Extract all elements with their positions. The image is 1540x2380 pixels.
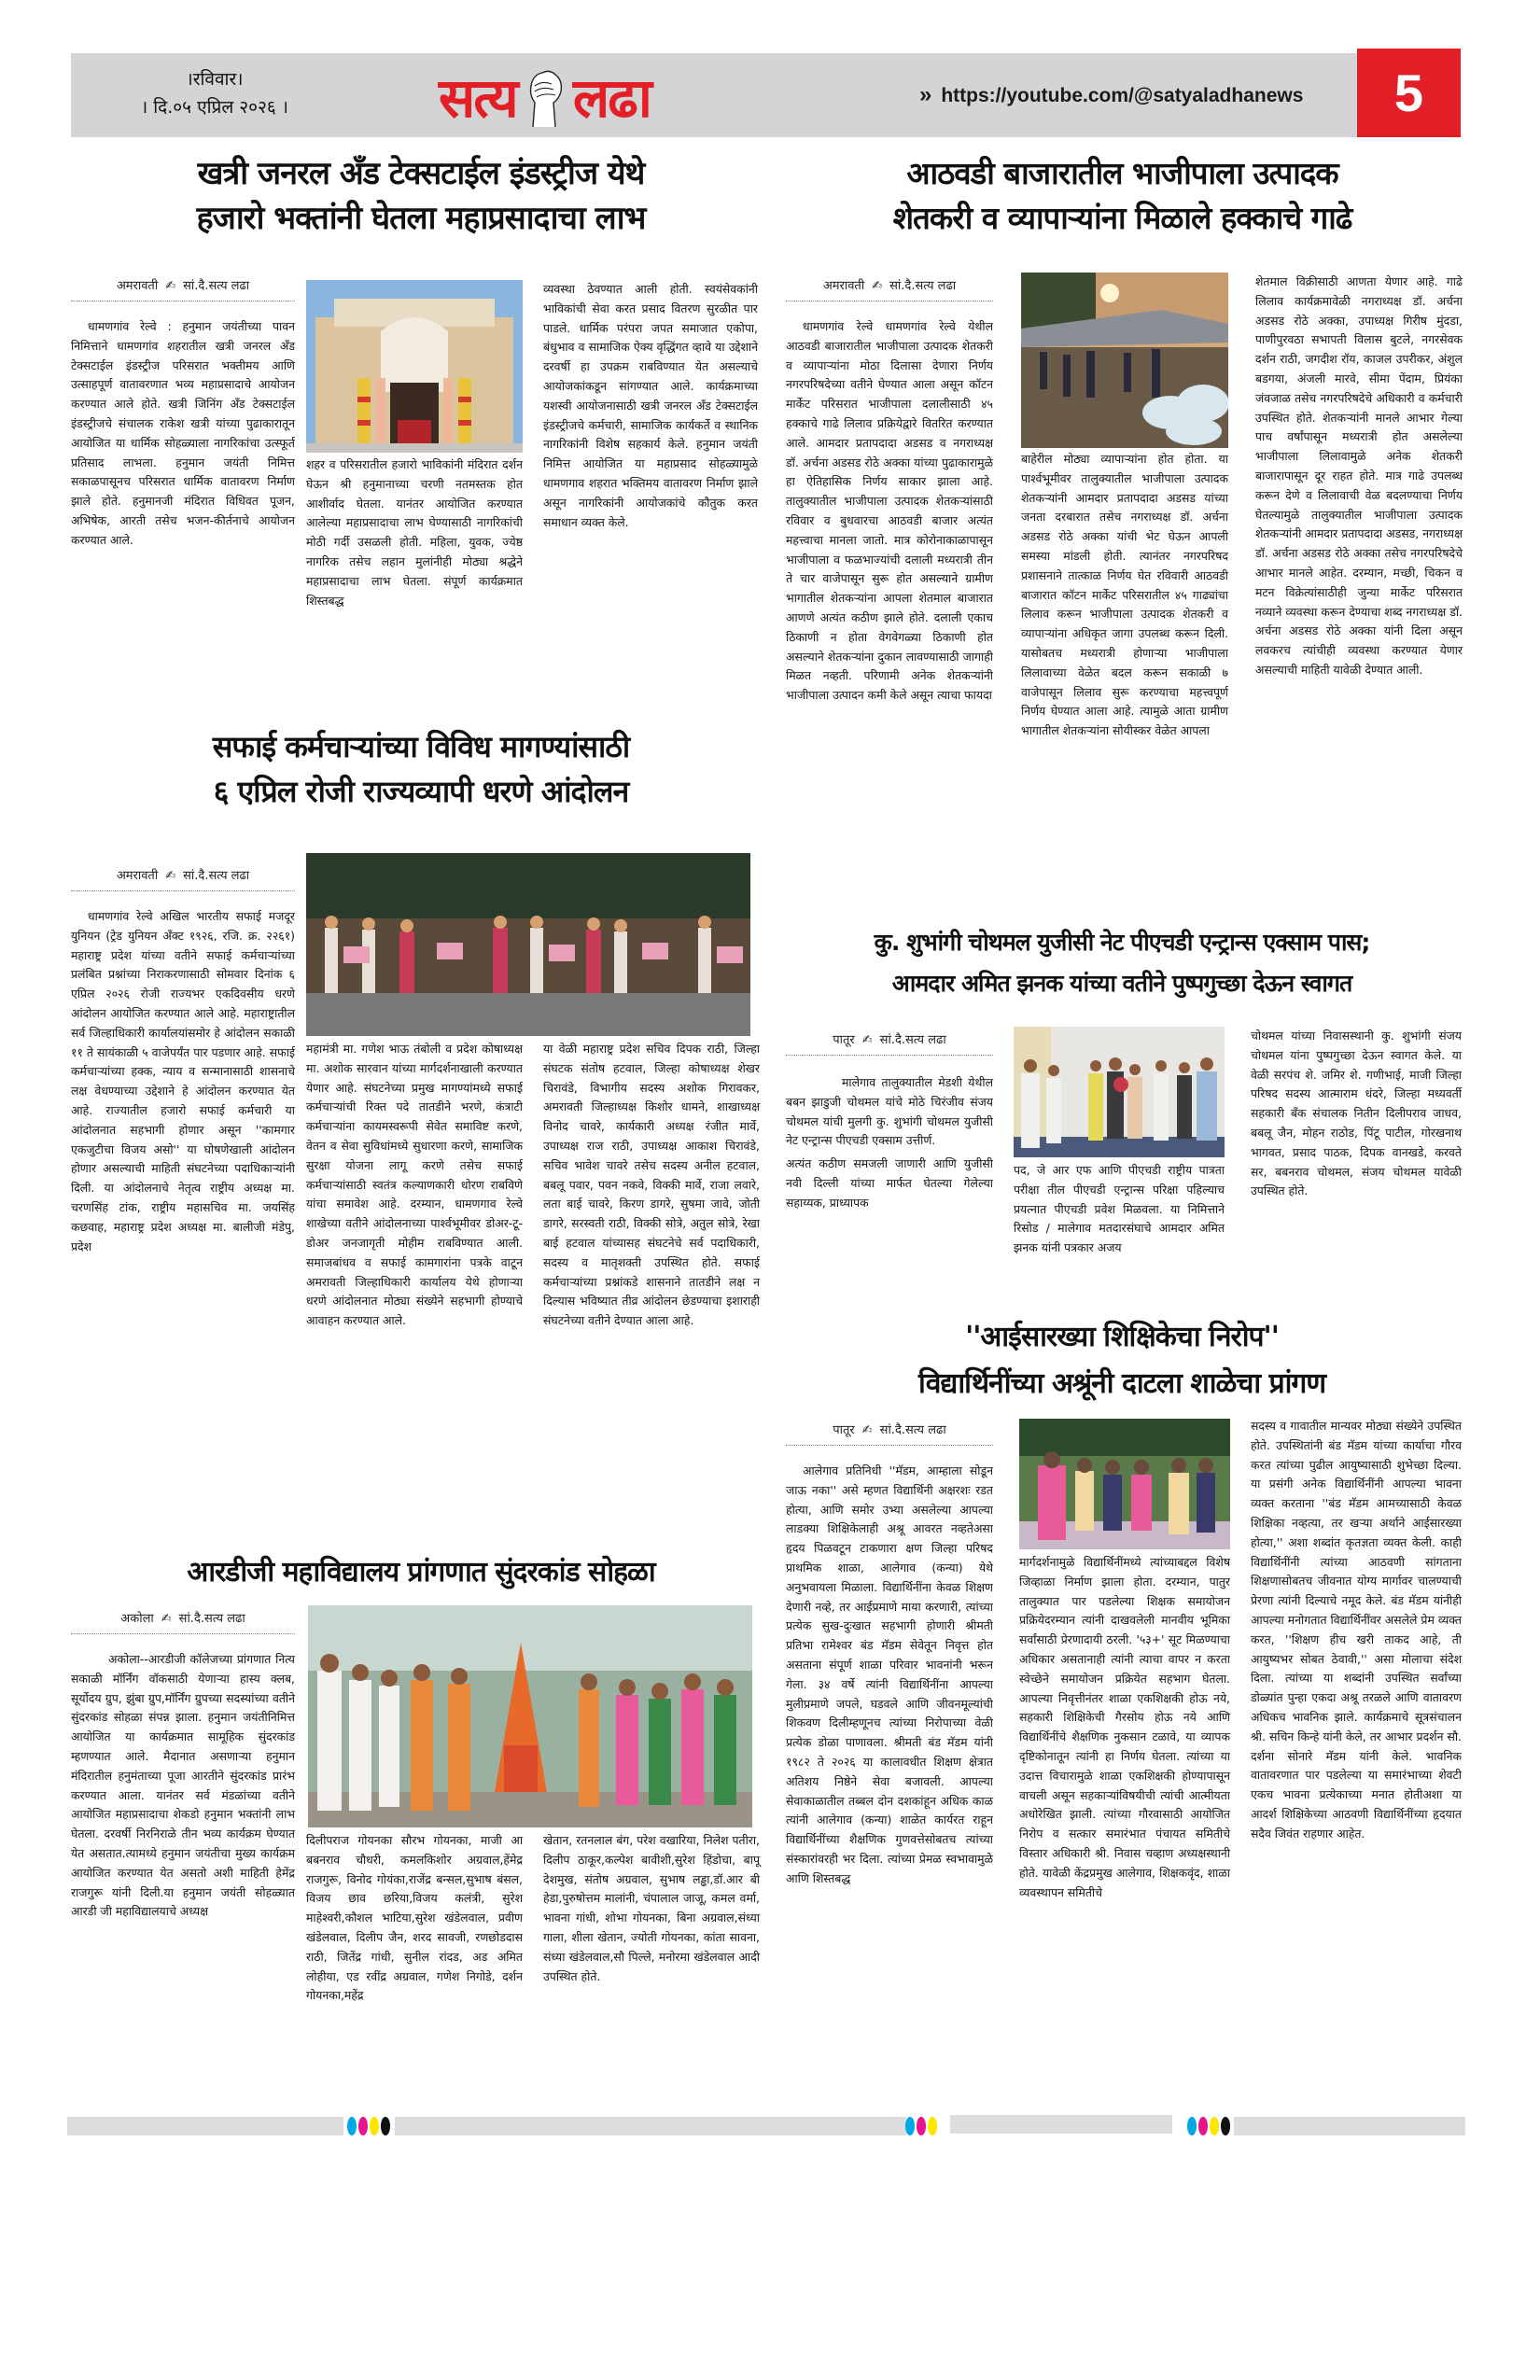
byline [71,1609,295,1634]
headline-aaisarakhya [782,1314,1462,1407]
double-chevron-right-icon: » [919,82,932,107]
page-number-badge: 5 [1357,49,1461,137]
article-text: अकोला--आरडीजी कॉलेजच्या प्रांगणात नित्य सकाळी मॉर्निंग वॉकसाठी येणाऱ्या हास्य क्लब, सूर्योदय ग्रुप, झुंबा ग्रुप,मॉर्निंग ग्रुपच्या सदस्यांच्या वतीने सुंदरकांड सोहळा संपन्न झाला. हनुमान जयंतीनिमित्त आयोजित या कार्यक्रमात सामूहिक सुंदरकांड म्हणण्यात आले. मैदानात असणाऱ्या हनुमान मंदिरातील हनुमंताच्या पूजा आरतीने सुंदरकांड प्रारंभ करण्यात आला. यानंतर सर्व मंडळांच्या वतीने आयोजित महाप्रसादाचा शेकडो हनुमान भक्तांनी लाभ घेतला. दरवर्षी निरनिराळे तीन भव्य कार्यक्रम घेण्यात येत असतात.त्यामध्ये हनुमान जयंतीचा मुख्य कार्यक्रम आयोजित करण्यात येत असतो अशी माहिती हेमेंद्र राजगुरू यांनी दिली.या हनुमान जयंती सोहळ्यात आरडी जी महाविद्यालयाचे अध्यक्ष [71,1652,295,1919]
article-text: मार्गदर्शनामुळे विद्यार्थिनींमध्ये त्यांच्याबद्दल विशेष जिव्हाळा निर्माण झाला होता. दरम्यान, पातुर तालुक्यात पार पडलेल्या शिक्षक समायोजन प्रक्रियेदरम्यान त्यांनी दाखवलेली मानवीय भूमिका सर्वांसाठी प्रेरणादायी ठरली. '५३+' सूट मिळण्याचा अधिकार असतानाही त्यांनी त्याचा वापर न करता स्वेच्छेने समायोजन प्रक्रियेत सहभाग घेतला. आपल्या निवृत्तीनंतर शाळा एकशिक्षकी होऊ नये, सहकारी शिक्षिकेची गैरसोय होऊ नये आणि विद्यार्थिनींचे शैक्षणिक नुकसान टळावे, या व्यापक दृष्टिकोनातून त्यांनी हा निर्णय घेतला. त्यांच्या या उदात्त विचारामुळे शाळा एकशिक्षकी होण्यापासून वाचली असून सहकाऱ्यांविषयीची त्यांची आत्मीयता अधोरेखित झाली. त्यांच्या गौरवासाठी आयोजित निरोप व सत्कार समारंभात पंचायत समितीचे विस्तार अधिकारी श्री. निवास चव्हाण अध्यक्षस्थानी होते. यावेळी केंद्रप्रमुख आलेगाव, शिक्षकवृंद, शाळा व्यवस्थापन समितीचे [1019,1555,1230,1899]
issue-date: । दि.०५ एप्रिल २०२६ । [140,97,288,118]
article-text: मालेगाव तालुक्यातील मेडशी येथील बबन झाडुजी चोथमल यांचे मोठे चिरंजीव संजय चोथमल यांची मुलगी कु. शुभांगी चोथमल युजीसी नेट एन्ट्रान्स पीएचडी एक्साम उत्तीर्ण. [786,1075,993,1148]
headline-line-2: हजारो भक्तांनी घेतला महाप्रसादाचा लाभ [196,200,646,237]
yellow-dot [928,2117,937,2135]
article-text: खेतान, रतनलाल बंग, परेश वखारिया, निलेश पतीरा, दिलीप ठाकूर,कल्पेश बावीशी,सुरेश हिंडोचा, बापू देशमुख, संतोष अग्रवाल, सुभाष लड्ढा,डॉ.आर बी हेडा,पुरुषोत्तम मालांनी, चंपालाल जाजू, कमल वर्मा, भावना गांधी, शोभा गोयनका, बिना अग्रवाल,संध्या गाला, शीला खेतान, ज्योती गोयनका, कांता सावना, संध्या खंडेलवाल,सौ पिल्ले, मनोरमा खंडेलवाल आदी उपस्थित होते. [543,1833,760,1983]
pen-writing-icon: ✍ [165,869,176,883]
yellow-dot [370,2117,379,2135]
article-text: शेतमाल विक्रीसाठी आणता येणार आहे. गाढे लिलाव कार्यक्रमावेळी नगराध्यक्ष डॉ. अर्चना अडसड रोठे अक्का, उपाध्यक्ष गिरीष मुंदडा, पाणीपुरवठा सभापती विलास बुटले, नगरसेवक दर्शन राठी, जगदीश रॉय, काजल उपरीकर, अंशुल बडगया, अंजली मारवे, सीमा पेंदाम, प्रियंका जंवजाळ तसेच नगरपरिषदेचे अधिकारी व कर्मचारी उपस्थित होते. शेतकऱ्यांनी मानले आभार गेल्या पाच वर्षांपासून मध्यरात्री होत असलेल्या भाजीपाला लिलावामुळे अनेक शेतकरी बाजारापासून दूर राहत होते. मात्र गाढे उपलब्ध करून देणे व लिलावाची वेळ बदलण्याचा निर्णय घेतल्यामुळे तालुक्यातील भाजीपाला उत्पादक शेतकऱ्यांनी आमदार प्रतापदादा अडसड, नगराध्यक्ष डॉ. अर्चना अडसड रोठे अक्का तसेच नगरपरिषदेचे आभार मानले आहेत. दरम्यान, मच्छी, चिकन व मटन विक्रेत्यांसाठीही जुन्या मार्केट परिसरात नव्याने व्यवस्था करून देण्याचा शब्द नगराध्यक्ष डॉ. अर्चना अडसड रोठे अक्का यांनी दिला असून लवकरच त्यांचीही व्यवस्था करण्यात येणार असल्याची माहिती यावेळी देण्यात आली. [1255,274,1463,677]
pen-writing-icon: ✍ [861,1033,873,1047]
article-column [306,1831,523,2006]
headline-line-1: सफाई कर्मचाऱ्यांच्या विविध मागण्यांसाठी [212,729,630,764]
article-text: चोथमल यांच्या निवासस्थानी कु. शुभांगी संजय चोथमल यांना पुष्पगुच्छा देऊन स्वागत केले. या वेळी सरपंच शे. जमिर शे. गणीभाई, माजी जिल्हा परिषद सदस्य आत्माराम धंदरे, जिल्हा मध्यवर्ती सहकारी बँक संचालक नितीन दिलीपराव जाधव, बबलू जैन, मोहन राठोड, पिंटू पाटील, गोरखनाथ भागवत, प्रसाद पाठक, दिपक वानखडे, करवते सर, बबनराव चोथमल, संजय चोथमल यावेळी उपस्थित होते. [1251,1029,1462,1198]
byline-location: अमरावती [116,869,159,883]
article-column [71,907,295,1256]
headline-safai [71,724,771,814]
article-text: अत्यंत कठीण समजली जाणारी आणि युजीसी नवी दिल्ली यांच्या मार्फत घेतल्या गेलेल्या सहाय्यक, प्राध्यापक [786,1156,993,1210]
article-column [1014,1161,1225,1258]
byline-location: पातूर [833,1033,855,1047]
article-text: पद, जे आर एफ आणि पीएचडी राष्ट्रीय पात्रता परीक्षा तील पीएचडी एन्ट्रान्स परिक्षा पहिल्याच प्रयत्नात पीएचडी प्रवेश मिळवला. या निमित्ताने रिसोड / मालेगाव मतदारसंघाचे आमदार अमित झनक यांनी पत्रकार अजय [1014,1163,1225,1255]
article-text: बाहेरील मोठ्या व्यापाऱ्यांना होत होता. या पार्श्वभूमीवर तालुक्यातील भाजीपाला उत्पादक शेतकऱ्यांनी आमदार प्रतापदादा अडसड यांच्या जनता दरबारात तसेच नगराध्यक्ष डॉ. अर्चना अडसड रोठे अक्का यांची भेट घेऊन आपली समस्या मांडली होती. त्यानंतर नगरपरिषद प्रशासनाने तात्काळ निर्णय घेत रविवारी आठवडी बाजारात कॉटन मार्केट परिसरातील ४५ गाढ्यांचा लिलाव करून भाजीपाला उत्पादक शेतकरी व व्यापाऱ्यांना अधिकृत जागा उपलब्ध करून दिली. यासोबतच मध्यरात्री होणाऱ्या भाजीपाला लिलावाच्या वेळेत बदल करून सकाळी ७ वाजेपासून लिलाव सुरू करण्याचा महत्त्वपूर्ण निर्णय घेण्यात आला आहे. त्यामुळे आता ग्रामीण भागातील शेतकऱ्यांना सोयीस्कर वेळेत आपला [1021,452,1228,738]
felicitation-photo [1014,1027,1225,1157]
byline-source: सां.दै.सत्य लढा [879,1423,946,1437]
magenta-dot [358,2117,368,2135]
byline [786,276,993,301]
byline-source: सां.दै.सत्य लढा [183,279,250,293]
article-column [71,317,295,551]
sundarkand-group-photo [308,1605,752,1827]
footer-bar [395,2117,906,2135]
cmyk-registration-marks [905,2117,939,2139]
footer-bar [1234,2117,1465,2135]
article-text: सदस्य व गावातील मान्यवर मोठ्या संख्येने उपस्थित होते. उपस्थितांनी बंड मॅडम यांच्या कार्याचा गौरव करत त्यांच्या पुढील आयुष्यासाठी शुभेच्छा दिल्या. या प्रसंगी अनेक विद्यार्थिनींनी आपल्या भावना व्यक्त करताना ''बंड मॅडम आमच्यासाठी केवळ शिक्षिका नव्हत्या, तर खऱ्या अर्थाने आईसारख्या होत्या,'' अशा शब्दांत कृतज्ञता व्यक्त केली. काही विद्यार्थिनींनी त्यांच्या आठवणी सांगताना शिक्षणासोबतच जीवनात योग्य मार्गावर चालण्याची प्रेरणा त्यांनी दिल्याचे नमूद केले. बंड मॅडम यांनीही आपल्या मनोगतात विद्यार्थिनींवर असलेले प्रेम व्यक्त करत, ''शिक्षण हीच खरी ताकद आहे, ती आयुष्यभर सोबत ठेवावी,'' असा मोलाचा संदेश दिला. त्यांच्या या शब्दांनी उपस्थित सर्वांच्या डोळ्यांत पुन्हा एकदा अश्रू तरळले आणि वातावरण अधिकच भावनिक झाले. कार्यक्रमाचे सूत्रसंचालन श्री. सचिन किन्हे यांनी केले, तर आभार प्रदर्शन सौ. दर्शना सोनारे मॅडम यांनी केले. भावनिक वातावरणात पार पडलेल्या या समारंभाच्या शेवटी एकच भावना प्रत्येकाच्या मनात होतीअशा या आदर्श शिक्षिकेच्या आठवणी विद्यार्थिनींच्या हृदयात सदैव जिवंत राहणार आहेत. [1251,1419,1462,1841]
article-column [543,280,758,532]
article-column [1251,1027,1462,1201]
headline-line-2: विद्यार्थिनींच्या अश्रूंनी दाटला शाळेचा प्रांगण [917,1367,1326,1400]
article-column [1021,450,1228,741]
youtube-link[interactable] [919,82,1303,108]
byline-source: सां.दै.सत्य लढा [889,279,957,293]
pen-writing-icon: ✍ [165,279,176,293]
byline-location: अमरावती [116,279,159,293]
headline-line-1: आठवडी बाजारातील भाजीपाला उत्पादक [906,155,1338,191]
article-text: धामणगांव रेल्वे अखिल भारतीय सफाई मजदूर युनियन (ट्रेड युनियन अँक्ट १९२६, रजि. क्र. २२६१) महाराष्ट्र प्रदेश यांच्या वतीने सफाई कर्मचाऱ्यांच्या प्रलंबित प्रश्नांच्या निराकरणासाठी सोमवार दिनांक ६ एप्रिल २०२६ रोजी राज्यभर एकदिवसीय धरणे आंदोलन आयोजित करण्यात आले आहे. महाराष्ट्रातील सर्व जिल्हाधिकारी कार्यालयांसमोर हे आंदोलन सकाळी ११ ते सायंकाळी ५ वाजेपर्यंत पार पडणार आहे. सफाई कर्मचाऱ्यांच्या हक्क, न्याय व सन्मानासाठी शासनाचे लक्ष वेधण्याच्या उद्देशाने हे आंदोलन करण्यात येत आहे. राज्यातील हजारो सफाई कर्मचारी या आंदोलनात सहभागी होणार असून ''कामगार एकजुटीचा विजय असो'' या घोषणेखाली आंदोलन होणार असल्याची माहिती संघटनेच्या पदाधिकाऱ्यांनी दिली. या आंदोलनाचे नेतृत्व राष्ट्रीय अध्यक्ष मा. चरणसिंह टांक, राष्ट्रीय महासचिव मा. जयसिंह कछवाह, महाराष्ट्र प्रदेश अध्यक्ष मा. बालीजी मंडेपु, प्रदेश [71,909,295,1253]
headline-line-1: खत्री जनरल अँड टेक्सटाईल इंडस्ट्रीज येथे [197,155,645,192]
pen-writing-icon: ✍ [872,279,883,293]
headline-chothmal [782,922,1462,1004]
headline-line-1: कु. शुभांगी चोथमल युजीसी नेट पीएचडी एन्ट्रान्स एक्साम पास; [874,929,1370,956]
market-photo [1021,273,1228,448]
article-text: धामणगांव रेल्वे धामणगांव रेल्वे येथील आठवडी बाजारातील भाजीपाला उत्पादक शेतकरी व व्यापाऱ्यांना मोठा दिलासा देणारा निर्णय नगरपरिषदेच्या वतीने घेण्यात आला असून कॉटन मार्केट परिसरात भाजीपाला दलालीसाठी ४५ हक्काचे गाढे लिलाव प्रक्रियेद्वारे वितरित करण्यात आले. आमदार प्रतापदादा अडसड व नगराध्यक्ष डॉ. अर्चना अडसड रोठे अक्का यांच्या पुढाकारामुळे हा ऐतिहासिक निर्णय साकार झाला आहे. तालुक्यातील भाजीपाला उत्पादक शेतकऱ्यांसाठी रविवार व बुधवारचा आठवडी बाजार अत्यंत महत्त्वाचा मानला जातो. मात्र कोरोनाकाळापासून भाजीपाला व फळभाज्यांची दलाली मध्यरात्री तीन ते चार वाजेपासून सुरू होत असल्याने ग्रामीण भागातील शेतकऱ्यांना आपला शेतमाल बाजारात आणणे अत्यंत कठीण झाले होते. दलाली एकाच ठिकाणी न होता वेगवेगळ्या ठिकाणी होत असल्याने शेतकऱ्यांना दुकान लावण्यासाठी जागाही मिळत नव्हती. परिणामी अनेक शेतकऱ्यांनी भाजीपाला उत्पादन कमी केले असून त्याचा फायदा [786,319,993,703]
magenta-dot [1198,2117,1208,2135]
article-column [543,1040,760,1331]
article-column [306,455,523,610]
article-column [71,1650,295,1922]
footer-bar [67,2117,343,2135]
byline-location: पातूर [833,1423,855,1437]
article-text: आलेगाव प्रतिनिधी ''मॅडम, आम्हाला सोडून जाऊ नका'' असे म्हणत विद्यार्थिनी अक्षरशः रडत होत्या, आणि समोर उभ्या असलेल्या आपल्या लाडक्या शिक्षिकेलाही अश्रू आवरत नव्हतेअसा हृदय पिळवटून टाकणारा क्षण जिल्हा परिषद प्राथमिक शाळा, आलेगाव (कन्या) येथे अनुभवायला मिळाला. विद्यार्थिनींना केवळ शिक्षण देणारी नव्हे, तर आईप्रमाणे माया करणारी, त्यांच्या प्रत्येक सुख-दुःखात सहभागी होणारी श्रीमती प्रतिभा रामेश्वर बंड मॅडम सेवेतून निवृत्त होत असताना संपूर्ण शाळा परिवार भावनांनी भरून गेला. ३४ वर्षे त्यांनी विद्यार्थिनींना आपल्या मुलीप्रमाणे जपले, घडवले आणि जीवनमूल्यांची शिकवण दिलीम्हणूनच त्यांच्या निरोपाच्या वेळी प्रत्येक डोळा पाणावला. श्रीमती बंड मॅडम यांनी १९८२ ते २०२६ या कालावधीत शिक्षण क्षेत्रात अतिशय निष्ठेने सेवा बजावली. आपल्या सेवाकाळातील तब्बल दोन दशकांहून अधिक काळ त्यांनी आलेगाव (कन्या) शाळेत कार्यरत राहून विद्यार्थिनींच्या शैक्षणिक गुणवत्तेसोबतच त्यांच्या संस्कारांवरही भर दिला. त्यांच्या प्रेमळ स्वभावामुळे आणि शिस्तबद्ध [786,1463,993,1885]
byline-location: अकोला [120,1612,154,1626]
article-text: या वेळी महाराष्ट्र प्रदेश सचिव दिपक राठी, जिल्हा संघटक संतोष हटवाल, जिल्हा कोषाध्यक्ष शेखर चिरावंडे, विभागीय सदस्य अशोक गिरावकर, अमरावती जिल्हाध्यक्ष किशोर धामने, शाखाध्यक्ष विनोद चावरे, कार्यकारी अध्यक्ष रंजीत मार्वे, उपाध्यक्ष राज राठी, उपाध्यक्ष आकाश चिरावंडे, सचिव भावेश चावरे तसेच सदस्य अनील हटवाल, बबलू पवार, पवन नकवे, विक्की मार्वे, राजा लवारे, लता बाई चावरे, किरण डागरे, सुषमा जावे, जोती डागरे, सरस्वती राठी, विक्की सोत्रे, अतुल सोत्रे, रेखा बाई हटवाल यांच्यासह संघटनेचे सर्व पदाधिकारी, सदस्य व मातृशक्ती उपस्थित होते. सफाई कर्मचाऱ्यांच्या प्रश्नांकडे शासनाने तातडीने लक्ष न दिल्यास भविष्यात तीव्र आंदोलन छेडण्याचा इशाराही संघटनेच्या वतीने देण्यात आला आहे. [543,1042,760,1328]
yellow-dot [1210,2117,1219,2135]
temple-photo [306,280,523,453]
raised-fist-icon [524,67,567,133]
article-text: महामंत्री मा. गणेश भाऊ तंबोली व प्रदेश कोषाध्यक्ष मा. अशोक सारवान यांच्या मार्गदर्शनाखाली करण्यात येणार आहे. संघटनेच्या प्रमुख मागण्यांमध्ये सफाई कर्मचाऱ्यांची रिक्त पदे तातडीने भरणे, कंत्राटी कर्मचाऱ्यांना कायमस्वरूपी सेवेत समाविष्ट करणे, वेतन व सेवा सुविधांमध्ये सुधारणा करणे, सामाजिक सुरक्षा योजना लागू करणे तसेच सफाई कर्मचाऱ्यांसाठी स्वतंत्र कल्याणकारी धोरण राबविणे यांचा समावेश आहे. दरम्यान, धामणगाव रेल्वे शाखेच्या वतीने आंदोलनाच्या पार्श्वभूमीवर डोअर-टू-डोअर जनजागृती मोहीम राबविण्यात आली. समाजबांधव व सफाई कामगारांना पत्रके वाटून अमरावती जिल्हाधिकारी कार्यालय येथे होणाऱ्या धरणे आंदोलनात मोठ्या संख्येने सहभागी होण्याचे आवाहन करण्यात आले. [306,1042,523,1328]
cmyk-registration-marks [347,2117,392,2139]
black-dot [1221,2117,1230,2135]
logo-left-text: सत्य [439,66,517,130]
pen-writing-icon: ✍ [161,1612,172,1626]
weekday: ।रविवार। [186,69,244,90]
byline [71,276,295,301]
headline-rdg: आरडीजी महाविद्यालय प्रांगणात सुंदरकांड सोहळा [187,1556,655,1589]
byline-location: अमरावती [822,279,865,293]
headline-athwadi [784,151,1461,241]
cyan-dot [905,2117,915,2135]
article-text: व्यवस्था ठेवण्यात आली होती. स्वयंसेवकांनी भाविकांची सेवा करत प्रसाद वितरण सुरळीत पार पाडले. धार्मिक परंपरा जपत समाजात एकोपा, बंधुभाव व सामाजिक ऐक्य वृद्धिंगत व्हावे या उद्देशाने दरवर्षी हा उपक्रम राबविण्यात येत असल्याचे आयोजकांकडून सांगण्यात आले. कार्यक्रमाच्या यशस्वी आयोजनासाठी खत्री जनरल अँड टेक्सटाईल इंडस्ट्रीजचे कर्मचारी, सामाजिक कार्यकर्ते व स्थानिक नागरिकांनी विशेष सहकार्य केले. हनुमान जयंती निमित्त आयोजित या महाप्रसाद सोहळ्यामुळे धामणगाव शहरात भक्तिमय वातावरण निर्माण झाले असून नागरिकांनी आयोजकांचे कौतुक करत समाधान व्यक्त केले. [543,282,758,529]
byline-source: सां.दै.सत्य लढा [183,869,250,883]
article-column [786,1462,993,1889]
magenta-dot [917,2117,926,2135]
byline-source: सां.दै.सत्य लढा [178,1612,245,1626]
footer-bar [950,2115,1172,2134]
cyan-dot [347,2117,357,2135]
article-column [543,1831,760,1986]
byline [786,1421,993,1446]
article-column [1255,273,1463,680]
youtube-url[interactable]: https://youtube.com/@satyaladhanews [941,85,1304,106]
article-column [786,1073,993,1213]
date-block [112,65,317,121]
cyan-dot [1187,2117,1197,2135]
article-column [786,317,993,706]
headline-line-2: शेतकरी व व्यापाऱ्यांना मिळाले हक्काचे गाढे [892,200,1352,236]
headline-line-2: आमदार अमित झनक यांच्या वतीने पुष्पगुच्छा देऊन स्वागत [891,970,1352,997]
article-column [1251,1417,1462,1844]
headline-khatri [71,151,771,241]
black-dot [381,2117,390,2135]
schoolgirls-photo [1019,1419,1230,1549]
protest-group-photo [306,853,750,1036]
cmyk-registration-marks [1187,2117,1232,2139]
headline-line-1: ''आईसारख्या शिक्षिकेचा निरोप'' [965,1321,1279,1353]
pen-writing-icon: ✍ [861,1423,873,1437]
newspaper-logo [439,62,775,134]
byline-source: सां.दै.सत्य लढा [879,1033,946,1047]
byline [71,866,295,891]
logo-right-text: लढा [572,66,651,130]
headline-line-2: ६ एप्रिल रोजी राज्यव्यापी धरणे आंदोलन [213,774,629,809]
article-text: दिलीपराज गोयनका सौरभ गोयनका, माजी आ बबनराव चौधरी, कमलकिशोर अग्रवाल,हेंमेद्र राजगुरू, विनोद गोयंका,राजेंद्र बन्सल,सुभाष बंसल, विजय छाव छरिया,विजय कलंत्री, सुरेश माहेश्वरी,कौशल भाटिया,सुरेश खंडेलवाल, प्रवीण खंडेलवाल, दिलीप जैन, शरद सावजी, रणछोडदास राठी, जितेंद्र गांधी, सुनील रांदड, अड अमित लोहीया, एड रवींद्र अग्रवाल, गणेश निगोडे, दर्शन गोयनका,महेंद्र [306,1833,523,2003]
article-text: धामणगांव रेल्वे : हनुमान जयंतीच्या पावन निमित्ताने धामणगांव शहरातील खत्री जनरल अँड टेक्सटाईल इंडस्ट्रीज परिसरात भक्तीमय आणि उत्साहपूर्ण वातावरणात भव्य महाप्रसादाचे आयोजन करण्यात आले होते. खत्री जिनिंग अँड टेक्सटाईल इंडस्ट्रीजचे संचालक राकेश खत्री यांच्या पुढाकारातून आयोजित या धार्मिक सोहळ्याला नागरिकांचा उत्स्फूर्त प्रतिसाद लाभला. हनुमान जयंती निमित्त सकाळपासूनच परिसरात धार्मिक वातावरण निर्माण झाले होते. हनुमानजी मंदिरात विधिवत पूजन, अभिषेक, आरती तसेच भजन-कीर्तनाचे आयोजन करण्यात आले. [71,319,295,547]
article-column [1019,1553,1230,1902]
article-column [306,1040,523,1331]
byline [786,1030,993,1056]
article-text: शहर व परिसरातील हजारो भाविकांनी मंदिरात दर्शन घेऊन श्री हनुमानाच्या चरणी नतमस्तक होत आशीर्वाद घेतला. यानंतर आयोजित करण्यात आलेल्या महाप्रसादाचा लाभ घेण्यासाठी नागरिकांची मोठी गर्दी उसळली होती. महिला, युवक, ज्येष्ठ नागरिक तसेच लहान मुलांनीही मोठ्या श्रद्धेने महाप्रसादाचा लाभ घेतला. संपूर्ण कार्यक्रमात शिस्तबद्ध [306,457,523,608]
